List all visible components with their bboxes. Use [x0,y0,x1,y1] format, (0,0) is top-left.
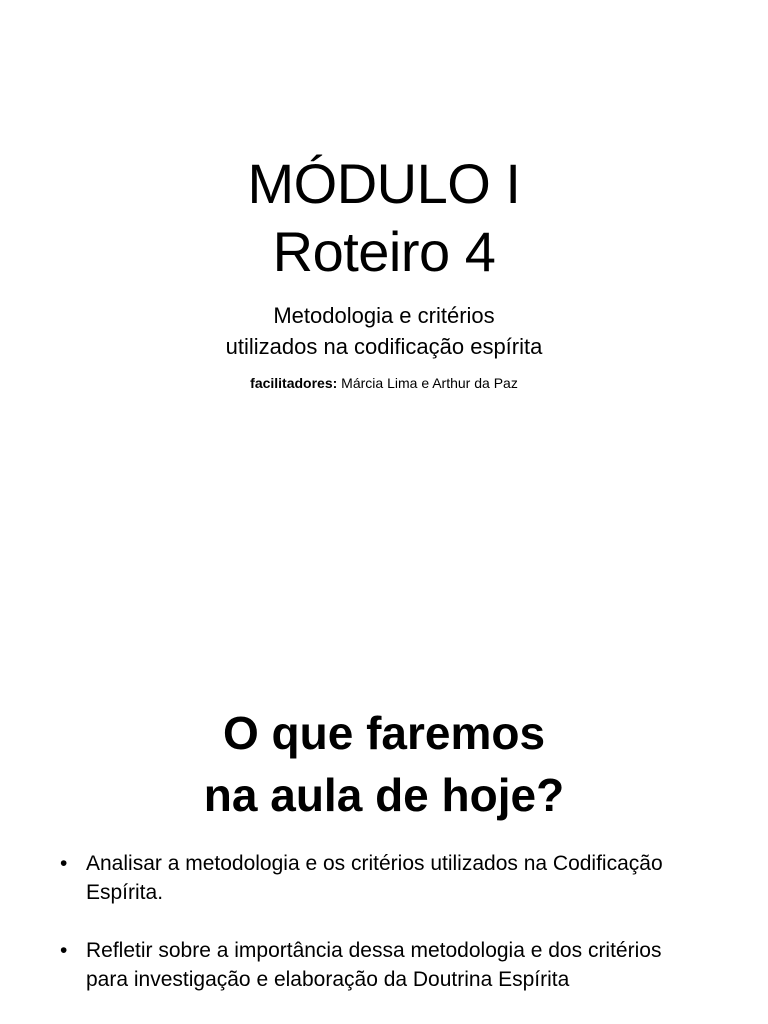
facilitators-names: Márcia Lima e Arthur da Paz [337,375,518,391]
agenda-bullet-text: Refletir sobre a importância dessa metodologia e dos critérios para investigação e elaboração da Doutrina Espírita [86,939,662,991]
module-title [0,150,768,286]
module-title-line-1: MÓDULO I [247,152,521,215]
agenda-heading-line-1: O que faremos [222,707,546,759]
agenda-bullet-item [0,849,768,907]
facilitators-label: facilitadores: [250,375,338,391]
facilitators-credits [0,374,768,392]
agenda-bullet-text: Analisar a metodologia e os critérios utilizados na Codificação Espírita. [86,852,663,904]
agenda-bullet-list [0,849,768,1023]
slide-agenda [0,512,768,1024]
bullet-dot-icon: • [60,939,68,962]
subtitle [0,300,768,362]
bullet-dot-icon: • [60,852,68,875]
module-title-line-2: Roteiro 4 [272,220,496,283]
subtitle-line-1: Metodologia e critérios [273,303,495,328]
agenda-heading [0,702,768,826]
agenda-bullet-item [0,936,768,994]
subtitle-line-2: utilizados na codificação espírita [225,334,543,359]
agenda-heading-line-2: na aula de hoje? [203,769,565,821]
